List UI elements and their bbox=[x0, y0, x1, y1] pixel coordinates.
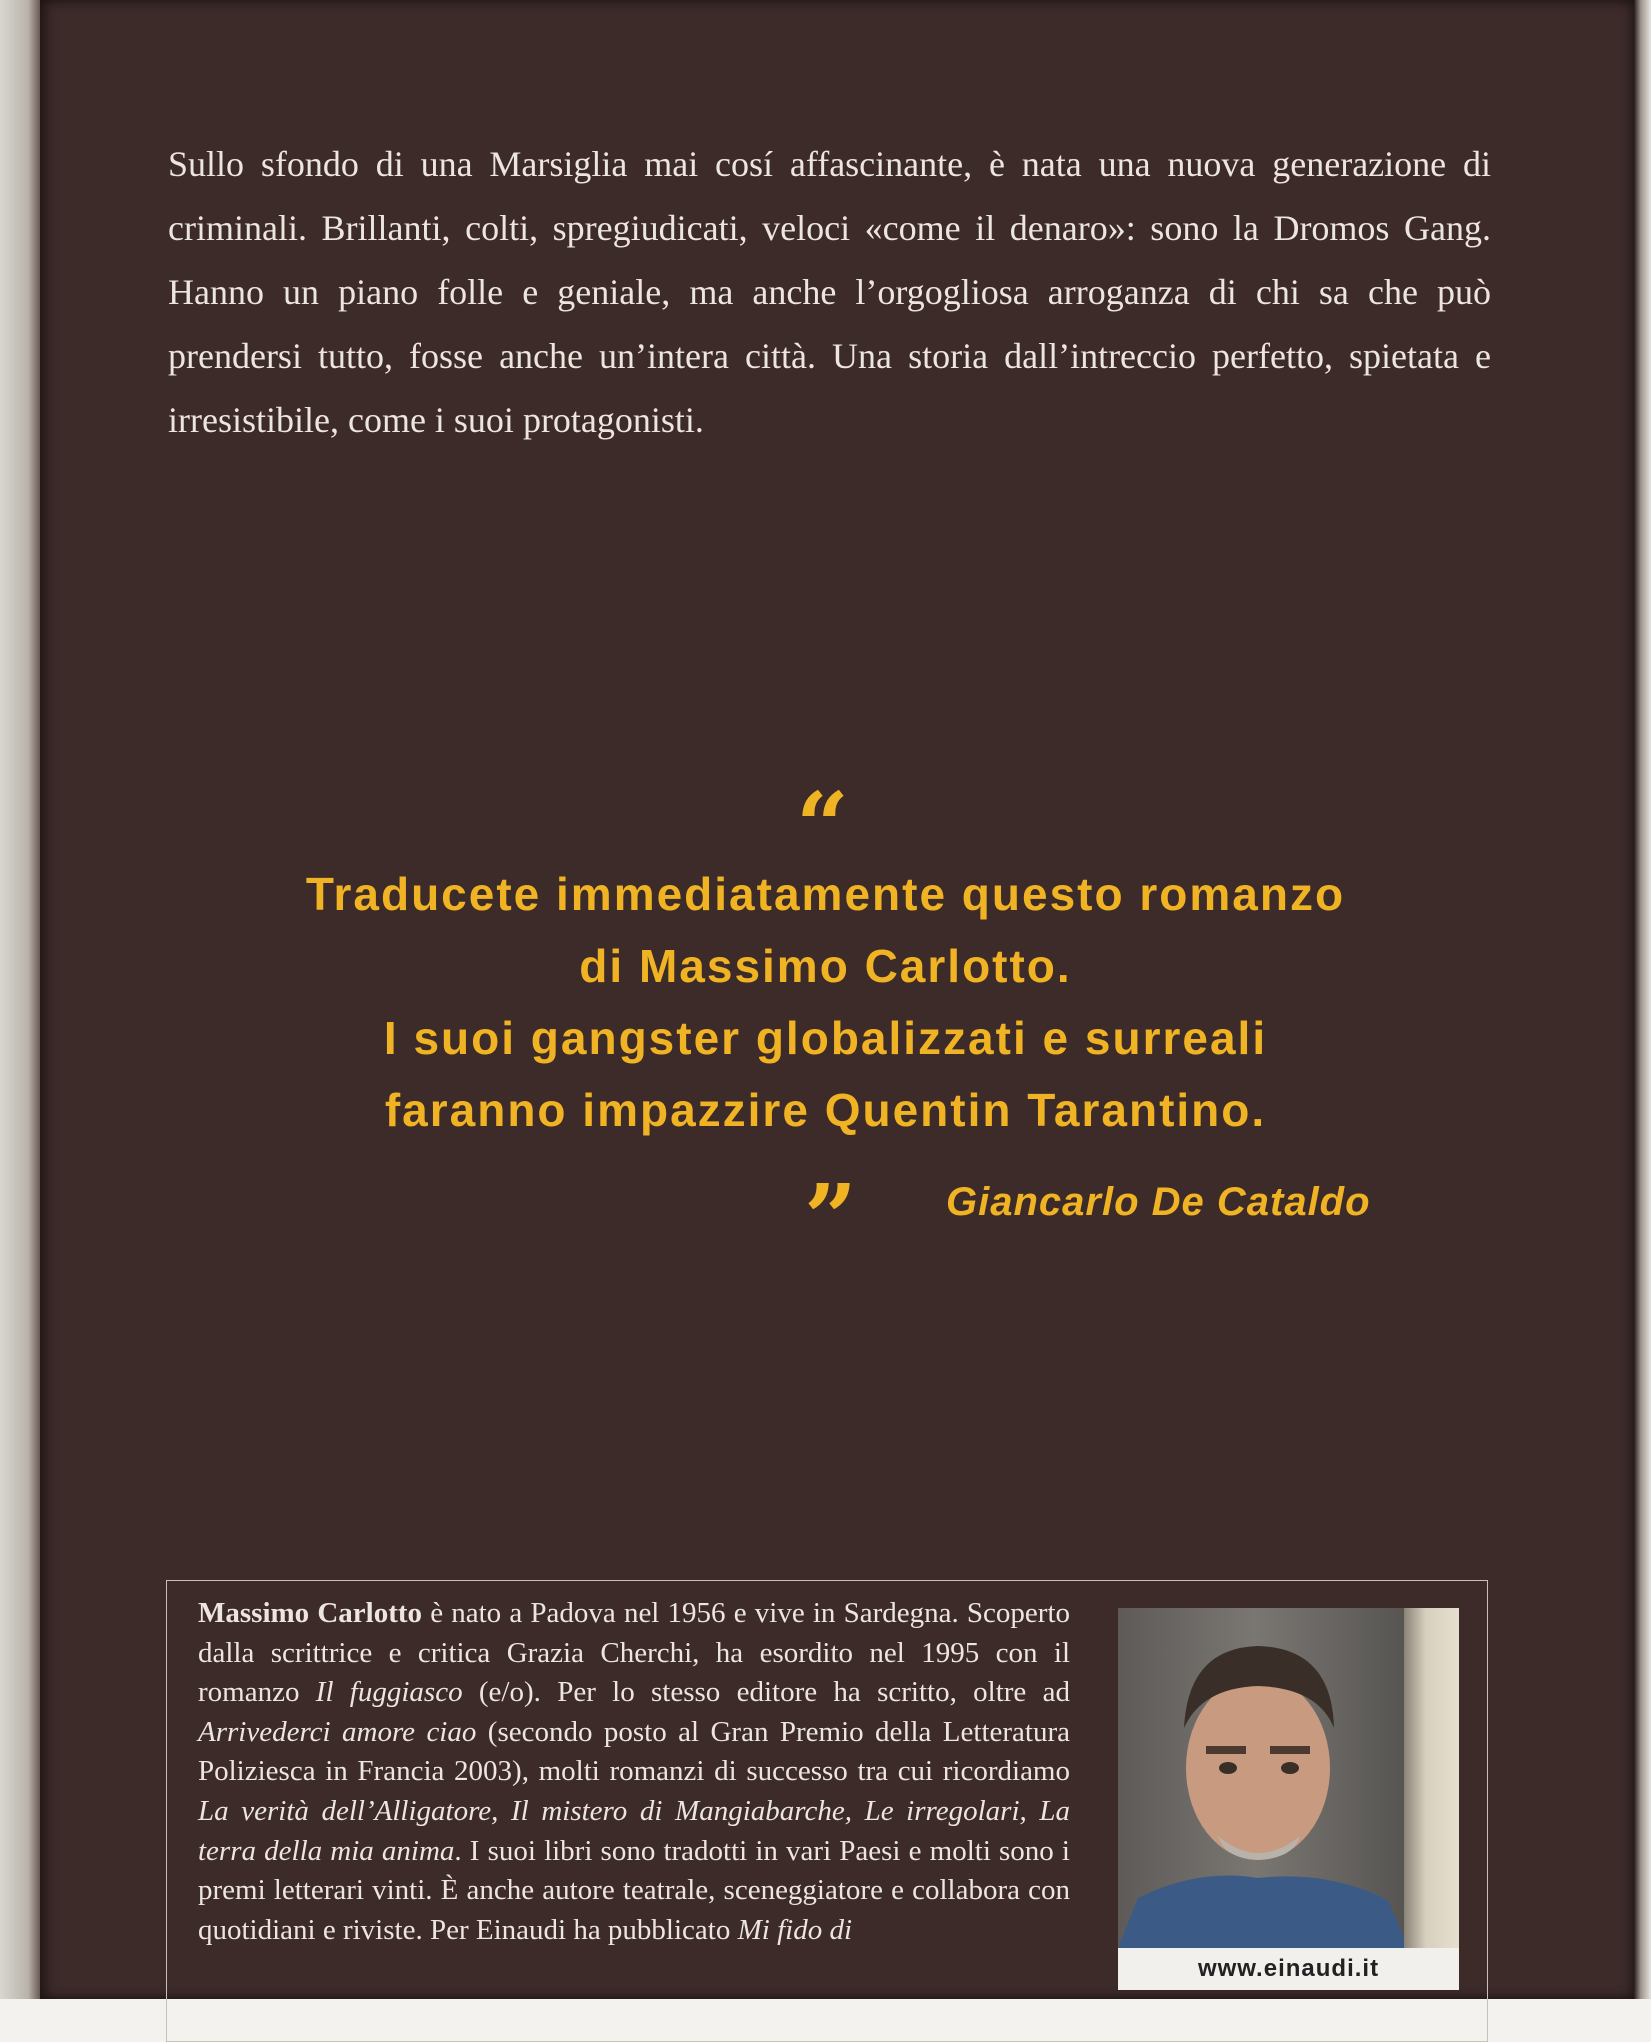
quote-line: di Massimo Carlotto. bbox=[579, 940, 1072, 992]
quote-line: faranno impazzire Quentin Tarantino. bbox=[384, 1084, 1267, 1136]
quote-line: Traducete immediatamente questo romanzo bbox=[305, 868, 1346, 920]
book-right-edge bbox=[1634, 0, 1651, 1999]
book-blurb: Sullo sfondo di una Marsiglia mai cosí affascinante, è nata una nuova generazione di criminali. Brillanti, colti, spregiudicati, veloci «come il denaro»: sono la Dromos Gang. Hanno un piano folle e geniale, ma anche l’orgogliosa arroganza di chi sa che può prendersi tutto, fosse anche un’intera città. Una storia dall’intreccio perfetto, spietata e irresistibile, come i suoi protagonisti. bbox=[168, 144, 1491, 440]
quote-line: I suoi gangster globalizzati e surreali bbox=[383, 1012, 1268, 1064]
author-bio: Massimo Carlotto è nato a Padova nel 1956 e vive in Sardegna. Scoperto dalla scrittrice e critica Grazia Cherchi, ha esordito nel 1995 con il romanzo Il fuggiasco (e/o). Per lo stesso editore ha scritto, oltre ad Arrivederci amore ciao (secondo posto al Gran Premio della Letteratura Poliziesca in Francia 2003), molti romanzi di successo tra cui ricordiamo La verità dell’Alligatore, Il mistero di Mangiabarche, Le irregolari, La terra della mia anima. I suoi libri sono tradotti in vari Paesi e molti sono i premi letterari vinti. È anche autore teatrale, sceneggiatore e collabora con quotidiani e riviste. Per Einaudi ha pubblicato Mi fido di bbox=[198, 1597, 1071, 1946]
close-quote-icon: ” bbox=[804, 1164, 857, 1272]
book-left-edge bbox=[0, 0, 40, 1999]
author-photo bbox=[1118, 1608, 1459, 1948]
author-name: Massimo Carlotto bbox=[198, 1597, 423, 1629]
publisher-website: www.einaudi.it bbox=[1118, 1948, 1459, 1990]
open-quote-icon: “ bbox=[796, 772, 849, 880]
review-quote bbox=[240, 858, 1411, 1146]
photo-background-wall bbox=[1404, 1608, 1459, 1948]
quote-attribution: Giancarlo De Cataldo bbox=[946, 1180, 1371, 1224]
